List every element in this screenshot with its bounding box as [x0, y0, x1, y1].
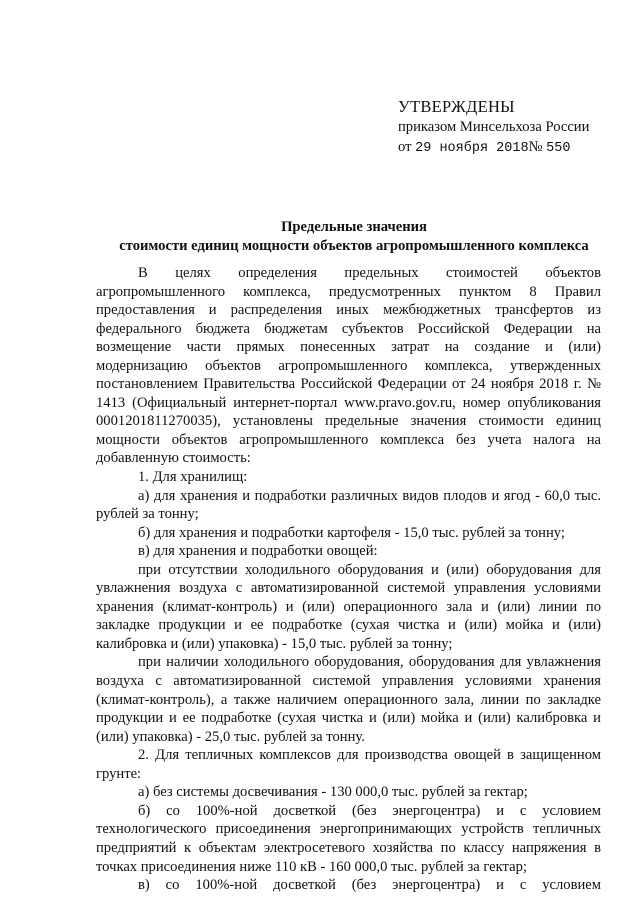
document-title — [96, 218, 612, 256]
item-1c: в) для хранения и подработки овощей: — [138, 543, 378, 560]
item-1c-case-2: при наличии холодильного оборудования, оборудования для увлажнения воздуха с автоматизированной системой управления условиями хранения (климат-контроль), а также наличием операционного зала, линии по закладке продукции и ее подработке (сухая чистка и (или) мойка и (или) калибровка и (или) упаковка) - 25,0 тыс. рублей за тонну. — [96, 654, 601, 745]
item-1-heading: 1. Для хранилищ: — [138, 469, 248, 486]
item-2-heading: 2. Для тепличных комплексов для производства овощей в защищенном грунте: — [96, 747, 601, 782]
item-2c: в) со 100%-ной досветкой (без энергоцентра) и с условием — [138, 877, 601, 894]
approval-title: УТВЕРЖДЕНЫ — [398, 97, 515, 116]
item-1c-case-1: при отсутствии холодильного оборудования и (или) оборудования для увлажнения воздуха с автоматизированной системой управления условиями хранения (климат-контроль) и (или) операционного зала и (или) линии по закладке продукции и ее подработке (сухая чистка и (или) мойка и (или) калибровка и (или) упаковка) - 15,0 тыс. рублей за тонну; — [96, 561, 601, 652]
approval-order-line: приказом Минсельхоза России — [398, 119, 590, 135]
title-line-1: Предельные значения — [281, 219, 427, 235]
approval-stamp — [398, 97, 589, 159]
item-1a: а) для хранения и подработки различных видов плодов и ягод - 60,0 тыс. рублей за тонну; — [96, 487, 601, 523]
item-1b: б) для хранения и подработки картофеля - 15,0 тыс. рублей за тонну; — [138, 524, 565, 541]
approval-number-sign: № — [528, 139, 543, 155]
item-2a: а) без системы досвечивания - 130 000,0 тыс. рублей за гектар; — [138, 784, 528, 801]
approval-number: 550 — [546, 141, 571, 156]
title-line-2: стоимости единиц мощности объектов агропромышленного комплекса — [119, 238, 589, 254]
intro-paragraph: В целях определения предельных стоимостей объектов агропромышленного комплекса, предусмотренных пунктом 8 Правил предоставления и распределения иных межбюджетных трансфертов из федерального бюджета бюджетам субъектов Российской Федерации на возмещение части прямых понесенных затрат на создание и (или) модернизацию объектов агропромышленного комплекса, утвержденных постановлением Правительства Российской Федерации от 24 ноября 2018 г. № 1413 (Официальный интернет-портал www.pravo.gov.ru, номер опубликования 0001201811270035), установлены предельные значения стоимости единиц мощности объектов агропромышленного комплекса без учета налога на добавленную стоимость: — [96, 265, 601, 467]
approval-date-prefix: от — [398, 139, 412, 155]
approval-date-line — [398, 137, 589, 159]
document-body — [96, 264, 601, 895]
approval-date: 29 ноября 2018 — [415, 141, 529, 156]
item-2b: б) со 100%-ной досветкой (без энергоцентра) и с условием технологического присоединения энергопринимающих устройств тепличных предприятий к объектам электросетевого хозяйства по классу напряжения в точках присоединения ниже 110 кВ - 160 000,0 тыс. рублей за гектар; — [96, 802, 601, 875]
